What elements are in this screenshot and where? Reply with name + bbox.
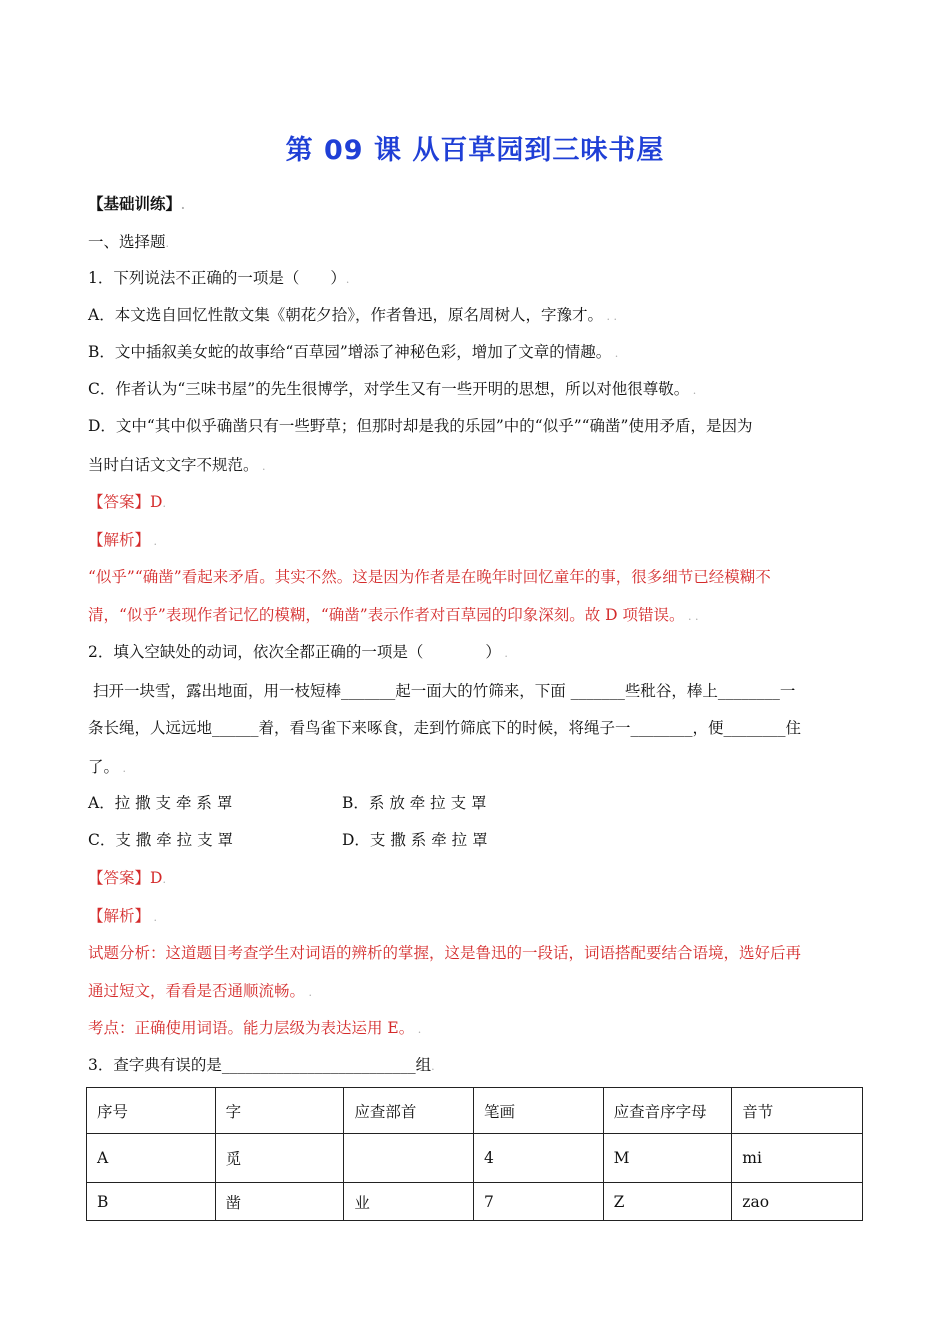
- table-header-cell: 字: [215, 1088, 344, 1134]
- table-header-cell: 音节: [732, 1088, 863, 1134]
- question-1-analysis-1: “似乎”“确凿”看起来矛盾。其实不然。这是因为作者是在晚年时回忆童年的事，很多细节已经模糊不: [88, 568, 771, 586]
- question-2-option-a: A．拉 撒 支 牵 系 罩: [88, 794, 233, 812]
- table-header-row: [87, 1088, 863, 1134]
- question-3-stem: 3．查字典有误的是_________________________组.: [88, 1056, 435, 1074]
- question-1-option-b: B．文中插叙美女蛇的故事给“百草园”增添了神秘色彩，增加了文章的情趣。 .: [88, 343, 619, 361]
- question-2-options-row-1: [88, 793, 868, 813]
- question-2-option-c: C．支 撒 牵 拉 支 罩: [88, 831, 233, 849]
- page-title: 第 09 课 从百草园到三味书屋: [285, 135, 665, 166]
- question-1-answer: 【答案】D.: [88, 493, 166, 511]
- question-2-stem: 2．填入空缺处的动词，依次全都正确的一项是（ ） .: [88, 643, 508, 661]
- table-cell: 4: [473, 1134, 603, 1183]
- table-header-cell: 应查部首: [344, 1088, 474, 1134]
- question-2-options-row-2: [88, 830, 868, 850]
- question-2-option-b: B．系 放 牵 拉 支 罩: [342, 794, 487, 812]
- question-2-analysis-1: 试题分析：这道题目考查学生对词语的辨析的掌握，这是鲁迅的一段话，词语搭配要结合语境，选好后再: [88, 944, 802, 962]
- table-cell: B: [87, 1183, 216, 1221]
- question-1-option-d-cont: 当时白话文文字不规范。 .: [88, 456, 266, 474]
- table-cell: 7: [473, 1183, 603, 1221]
- question-1-option-d: D．文中“其中似乎确凿只有一些野草；但那时却是我的乐园”中的“似乎”“确凿”使用矛盾，是因为: [88, 417, 753, 435]
- table-row: [87, 1183, 863, 1221]
- question-1-stem: 1．下列说法不正确的一项是（ ）.: [88, 269, 350, 287]
- question-2-text-3: 了。 .: [88, 758, 127, 776]
- question-2-analysis-label: 【解析】 .: [88, 907, 158, 925]
- question-2-text-1: 扫开一块雪，露出地面，用一枝短棒_______起一面大的竹筛来，下面 _______些秕谷，棒上________一: [93, 682, 796, 700]
- dictionary-table: [86, 1087, 863, 1221]
- question-1-analysis-2: 清，“似乎”表现作者记忆的模糊，“确凿”表示作者对百草园的印象深刻。故 D 项错误。 . .: [88, 606, 699, 624]
- table-header-cell: 笔画: [473, 1088, 603, 1134]
- table-cell: A: [87, 1134, 216, 1183]
- table-cell: 凿: [215, 1183, 344, 1221]
- table-cell: M: [603, 1134, 732, 1183]
- question-1-option-c: C．作者认为“三味书屋”的先生很博学，对学生又有一些开明的思想，所以对他很尊敬。 .: [88, 380, 697, 398]
- table-header-cell: 序号: [87, 1088, 216, 1134]
- question-1-analysis-label: 【解析】 .: [88, 531, 158, 549]
- question-2-option-d: D．支 撒 系 牵 拉 罩: [342, 831, 488, 849]
- question-2-analysis-3: 考点：正确使用词语。能力层级为表达运用 E。 .: [88, 1019, 422, 1037]
- question-2-text-2: 条长绳，人远远地______着，看鸟雀下来啄食，走到竹筛底下的时候，将绳子一________，便________住: [88, 719, 802, 737]
- table-cell: zao: [732, 1183, 863, 1221]
- section-header: 【基础训练】.: [88, 194, 185, 213]
- table-cell: mi: [732, 1134, 863, 1183]
- table-row: [87, 1134, 863, 1183]
- table-cell: Z: [603, 1183, 732, 1221]
- question-2-answer: 【答案】D.: [88, 869, 166, 887]
- part-heading: 一、选择题.: [88, 233, 170, 251]
- table-cell: [344, 1134, 474, 1183]
- question-1-option-a: A．本文选自回忆性散文集《朝花夕拾》，作者鲁迅，原名周树人，字豫才。 . .: [88, 306, 617, 324]
- question-2-analysis-2: 通过短文，看看是否通顺流畅。 .: [88, 982, 313, 1000]
- table-cell: 觅: [215, 1134, 344, 1183]
- table-header-cell: 应查音序字母: [603, 1088, 732, 1134]
- table-cell: 业: [344, 1183, 474, 1221]
